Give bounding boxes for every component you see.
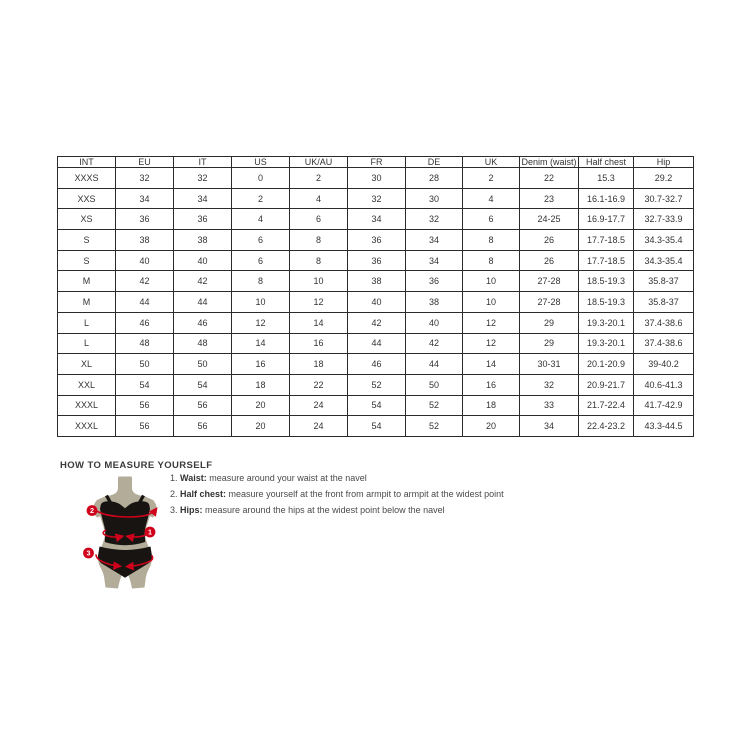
table-row [58, 354, 694, 375]
size-cell: 32 [406, 209, 463, 230]
size-cell: 26 [520, 230, 579, 251]
measure-step-hips [170, 502, 504, 518]
size-cell: 14 [290, 312, 348, 333]
size-cell: 30-31 [520, 354, 579, 375]
size-cell: 30 [406, 188, 463, 209]
table-row [58, 395, 694, 416]
size-cell: 42 [174, 271, 232, 292]
size-cell: 20 [463, 416, 520, 437]
size-cell: 43.3-44.5 [634, 416, 694, 437]
waist-badge [145, 527, 156, 538]
size-cell: 36 [348, 250, 406, 271]
size-cell: 34 [116, 188, 174, 209]
size-cell: 42 [406, 333, 463, 354]
column-header: INT [58, 157, 116, 168]
size-cell: 12 [232, 312, 290, 333]
size-cell: 8 [463, 230, 520, 251]
size-cell: 29 [520, 333, 579, 354]
size-cell: 8 [290, 250, 348, 271]
size-cell: 30 [348, 168, 406, 189]
table-row [58, 312, 694, 333]
size-cell: 15.3 [579, 168, 634, 189]
size-cell: 8 [463, 250, 520, 271]
size-cell: 0 [232, 168, 290, 189]
size-cell: 36 [406, 271, 463, 292]
size-cell: 56 [116, 395, 174, 416]
size-cell: 38 [406, 292, 463, 313]
size-cell: 27-28 [520, 271, 579, 292]
size-cell: 8 [290, 230, 348, 251]
size-cell: 34 [520, 416, 579, 437]
size-cell: 32 [348, 188, 406, 209]
size-cell: 20 [232, 416, 290, 437]
size-cell: XXXS [58, 168, 116, 189]
size-cell: 2 [232, 188, 290, 209]
table-row [58, 416, 694, 437]
size-cell: M [58, 292, 116, 313]
size-cell: 44 [116, 292, 174, 313]
size-cell: 18.5-19.3 [579, 271, 634, 292]
size-cell: 36 [174, 209, 232, 230]
column-header: UK/AU [290, 157, 348, 168]
size-cell: M [58, 271, 116, 292]
step-label: Hips: [180, 505, 203, 515]
measurement-figure [78, 472, 173, 599]
size-cell: 28 [406, 168, 463, 189]
size-cell: 18 [290, 354, 348, 375]
size-cell: 34.3-35.4 [634, 250, 694, 271]
size-cell: 40 [406, 312, 463, 333]
size-cell: 30.7-32.7 [634, 188, 694, 209]
size-chart-header [58, 157, 694, 168]
size-cell: 6 [290, 209, 348, 230]
size-cell: 38 [116, 230, 174, 251]
table-row [58, 292, 694, 313]
size-cell: 22 [290, 374, 348, 395]
table-row [58, 271, 694, 292]
size-cell: 17.7-18.5 [579, 230, 634, 251]
column-header: FR [348, 157, 406, 168]
hips-badge [83, 548, 94, 559]
size-cell: 22 [520, 168, 579, 189]
size-cell: S [58, 250, 116, 271]
size-cell: 17.7-18.5 [579, 250, 634, 271]
size-cell: 48 [174, 333, 232, 354]
size-cell: 16 [232, 354, 290, 375]
table-row [58, 188, 694, 209]
size-cell: L [58, 312, 116, 333]
size-cell: 12 [463, 333, 520, 354]
size-cell: 44 [348, 333, 406, 354]
size-cell: 52 [406, 395, 463, 416]
size-cell: 33 [520, 395, 579, 416]
step-label: Half chest: [180, 489, 227, 499]
size-cell: 40 [116, 250, 174, 271]
step-label: Waist: [180, 473, 207, 483]
size-cell: 54 [348, 416, 406, 437]
size-cell: 12 [290, 292, 348, 313]
step-number: 3. [170, 505, 178, 515]
size-cell: 56 [174, 416, 232, 437]
size-cell: 16.1-16.9 [579, 188, 634, 209]
size-cell: 18.5-19.3 [579, 292, 634, 313]
size-cell: 6 [463, 209, 520, 230]
column-header: IT [174, 157, 232, 168]
size-cell: 54 [116, 374, 174, 395]
size-cell: 54 [348, 395, 406, 416]
size-cell: 16 [290, 333, 348, 354]
size-cell: 35.8-37 [634, 271, 694, 292]
column-header: Denim (waist) [521, 157, 577, 167]
size-cell: 19.3-20.1 [579, 333, 634, 354]
size-cell: 32 [174, 168, 232, 189]
size-cell: 36 [348, 230, 406, 251]
size-cell: 10 [290, 271, 348, 292]
size-cell: XS [58, 209, 116, 230]
size-cell: 37.4-38.6 [634, 333, 694, 354]
size-cell: 52 [348, 374, 406, 395]
size-cell: 24 [290, 416, 348, 437]
size-cell: 29 [520, 312, 579, 333]
size-cell: 2 [463, 168, 520, 189]
size-cell: 50 [116, 354, 174, 375]
size-cell: 14 [232, 333, 290, 354]
table-row [58, 333, 694, 354]
size-cell: 2 [290, 168, 348, 189]
size-cell: 44 [406, 354, 463, 375]
size-cell: 16.9-17.7 [579, 209, 634, 230]
measure-instructions-list [170, 470, 504, 518]
column-header: Half chest [579, 157, 634, 168]
size-cell: 4 [463, 188, 520, 209]
size-cell: L [58, 333, 116, 354]
step-number: 1. [170, 473, 178, 483]
size-cell: 24 [290, 395, 348, 416]
size-cell: XL [58, 354, 116, 375]
size-cell: 12 [463, 312, 520, 333]
size-cell: 32.7-33.9 [634, 209, 694, 230]
size-cell: 10 [232, 292, 290, 313]
size-cell: 26 [520, 250, 579, 271]
size-cell: 44 [174, 292, 232, 313]
size-cell: 24-25 [520, 209, 579, 230]
size-cell: 14 [463, 354, 520, 375]
step-text: measure around the hips at the widest point below the navel [202, 505, 445, 515]
size-cell: 34 [406, 230, 463, 251]
size-cell: 34.3-35.4 [634, 230, 694, 251]
size-cell: XXS [58, 188, 116, 209]
size-cell: XXL [58, 374, 116, 395]
size-cell: 20.9-21.7 [579, 374, 634, 395]
size-cell: 4 [290, 188, 348, 209]
size-cell: 40 [174, 250, 232, 271]
size-cell: 8 [232, 271, 290, 292]
size-cell: 18 [232, 374, 290, 395]
size-cell: 42 [116, 271, 174, 292]
size-cell: 36 [116, 209, 174, 230]
size-cell: 22.4-23.2 [579, 416, 634, 437]
table-row [58, 209, 694, 230]
size-cell: 46 [174, 312, 232, 333]
size-cell: 19.3-20.1 [579, 312, 634, 333]
size-cell: 40.6-41.3 [634, 374, 694, 395]
size-cell: 56 [174, 395, 232, 416]
step-text: measure around your waist at the navel [206, 473, 367, 483]
size-cell: 50 [174, 354, 232, 375]
size-cell: 20.1-20.9 [579, 354, 634, 375]
size-cell: 56 [116, 416, 174, 437]
size-cell: 34 [406, 250, 463, 271]
header-row [58, 157, 694, 168]
column-header: US [232, 157, 290, 168]
size-cell: 29.2 [634, 168, 694, 189]
size-cell: 20 [232, 395, 290, 416]
size-cell: 21.7-22.4 [579, 395, 634, 416]
size-cell: 34 [174, 188, 232, 209]
table-row [58, 250, 694, 271]
size-chart-body [58, 168, 694, 437]
size-cell: 46 [348, 354, 406, 375]
size-cell: 52 [406, 416, 463, 437]
mannequin-illustration [78, 472, 173, 599]
measure-step-half-chest [170, 486, 504, 502]
size-cell: 38 [174, 230, 232, 251]
step-number: 2. [170, 489, 178, 499]
hips-badge-number: 3 [86, 548, 91, 558]
size-cell: 35.8-37 [634, 292, 694, 313]
size-cell: 38 [348, 271, 406, 292]
size-cell: 10 [463, 271, 520, 292]
size-cell: 41.7-42.9 [634, 395, 694, 416]
size-chart-table [57, 156, 694, 437]
size-cell: 39-40.2 [634, 354, 694, 375]
measure-step-waist [170, 470, 504, 486]
size-cell: 50 [406, 374, 463, 395]
size-cell: 6 [232, 250, 290, 271]
chest-badge-number: 2 [90, 506, 94, 516]
size-cell: 54 [174, 374, 232, 395]
chest-badge [87, 505, 98, 516]
size-cell: 32 [116, 168, 174, 189]
size-cell: 10 [463, 292, 520, 313]
size-cell: 48 [116, 333, 174, 354]
size-cell: 37.4-38.6 [634, 312, 694, 333]
table-row [58, 168, 694, 189]
step-text: measure yourself at the front from armpit to armpit at the widest point [226, 489, 504, 499]
size-cell: XXXL [58, 395, 116, 416]
size-cell: 16 [463, 374, 520, 395]
column-header: UK [463, 157, 520, 168]
size-cell: 42 [348, 312, 406, 333]
measure-section-heading: HOW TO MEASURE YOURSELF [60, 460, 213, 471]
table-row [58, 230, 694, 251]
size-cell: 32 [520, 374, 579, 395]
size-cell: XXXL [58, 416, 116, 437]
size-cell: 23 [520, 188, 579, 209]
size-cell: S [58, 230, 116, 251]
size-cell: 4 [232, 209, 290, 230]
size-cell: 40 [348, 292, 406, 313]
table-row [58, 374, 694, 395]
size-cell: 27-28 [520, 292, 579, 313]
size-cell: 34 [348, 209, 406, 230]
column-header: DE [406, 157, 463, 168]
size-cell: 18 [463, 395, 520, 416]
size-cell: 46 [116, 312, 174, 333]
waist-badge-number: 1 [148, 527, 152, 537]
column-header: Hip [634, 157, 694, 168]
size-cell: 6 [232, 230, 290, 251]
column-header: EU [116, 157, 174, 168]
